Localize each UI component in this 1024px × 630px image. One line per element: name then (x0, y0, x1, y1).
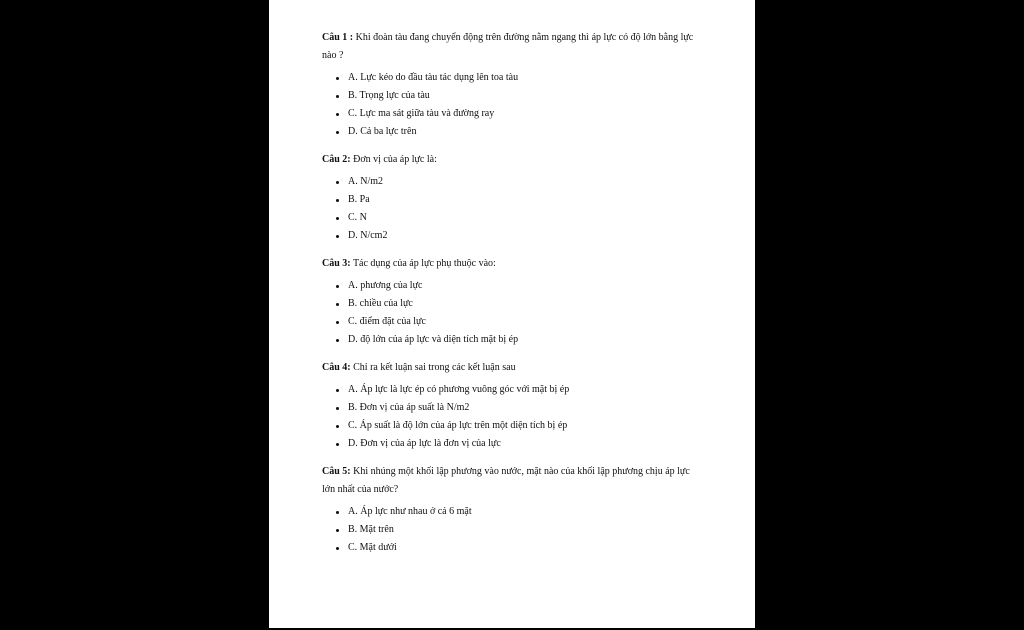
answer-item: A. Áp lực là lực ép có phương vuông góc với mặt bị ép (322, 381, 702, 399)
answer-item: C. điểm đặt của lực (322, 313, 702, 331)
answer-item: D. N/cm2 (322, 227, 702, 245)
answer-list (322, 69, 702, 141)
answer-list (322, 173, 702, 245)
answer-item: C. Lực ma sát giữa tàu và đường ray (322, 105, 702, 123)
answer-item: C. Áp suất là độ lớn của áp lực trên một diện tích bị ép (322, 417, 702, 435)
answer-item: A. phương của lực (322, 277, 702, 295)
answer-item: D. Cả ba lực trên (322, 123, 702, 141)
answer-item: C. N (322, 209, 702, 227)
question-label: Câu 5: (322, 466, 351, 477)
answer-item: B. Pa (322, 191, 702, 209)
question-text (322, 151, 702, 169)
question-body: Tác dụng của áp lực phụ thuộc vào: (350, 258, 496, 269)
question-text (322, 29, 702, 65)
answer-item: A. Áp lực như nhau ở cả 6 mặt (322, 503, 702, 521)
question-2 (322, 151, 702, 245)
question-label: Câu 3: (322, 258, 351, 269)
answer-list (322, 277, 702, 349)
answer-item: B. Trọng lực của tàu (322, 87, 702, 105)
answer-item: A. Lực kéo do đầu tàu tác dụng lên toa tàu (322, 69, 702, 87)
document-page (269, 0, 755, 628)
question-text (322, 255, 702, 273)
answer-item: B. chiều của lực (322, 295, 702, 313)
answer-item: B. Đơn vị của áp suất là N/m2 (322, 399, 702, 417)
question-body: Khi nhúng một khối lập phương vào nước, mặt nào của khối lập phương chịu áp lực lớn nhất của nước? (322, 466, 690, 495)
answer-list (322, 503, 702, 557)
question-5 (322, 463, 702, 557)
question-body: Chỉ ra kết luận sai trong các kết luận sau (350, 362, 516, 373)
answer-item: D. độ lớn của áp lực và diện tích mặt bị ép (322, 331, 702, 349)
answer-item: C. Mặt dưới (322, 539, 702, 557)
answer-item: B. Mặt trên (322, 521, 702, 539)
answer-item: D. Đơn vị của áp lực là đơn vị của lực (322, 435, 702, 453)
question-3 (322, 255, 702, 349)
question-text (322, 359, 702, 377)
document-content (322, 29, 702, 567)
question-body: Khi đoàn tàu đang chuyển động trên đường nằm ngang thì áp lực có độ lớn bằng lực nào ? (322, 32, 694, 61)
answer-item: A. N/m2 (322, 173, 702, 191)
answer-list (322, 381, 702, 453)
question-label: Câu 4: (322, 362, 351, 373)
question-label: Câu 2: (322, 154, 351, 165)
question-4 (322, 359, 702, 453)
question-1 (322, 29, 702, 141)
question-body: Đơn vị của áp lực là: (350, 154, 437, 165)
question-label: Câu 1 : (322, 32, 354, 43)
question-text (322, 463, 702, 499)
